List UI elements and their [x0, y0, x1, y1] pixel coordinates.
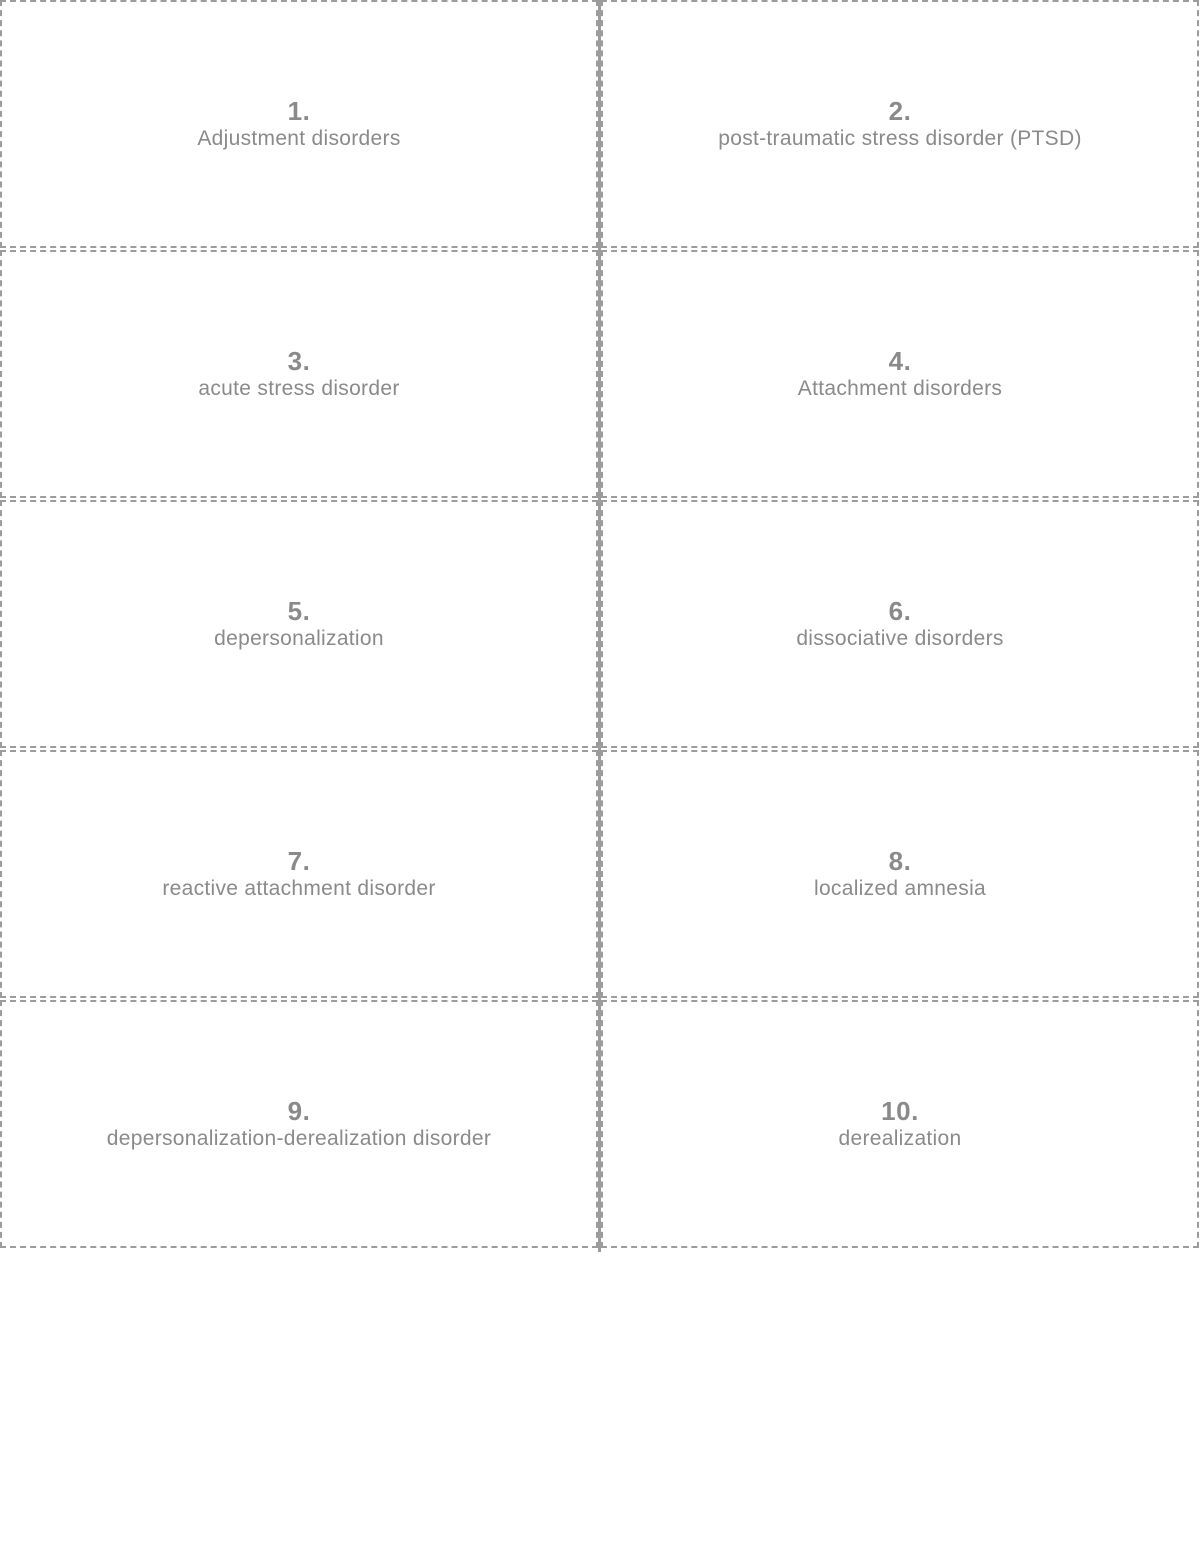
card-term: derealization — [838, 1127, 962, 1150]
card-number: 6. — [888, 596, 912, 626]
flashcard — [601, 500, 1199, 748]
flashcard-content — [2, 346, 596, 402]
card-number: 9. — [287, 1096, 311, 1126]
center-fold-divider — [598, 0, 601, 1252]
flashcard-content — [603, 96, 1197, 152]
card-number: 4. — [888, 346, 912, 376]
flashcard-content — [603, 346, 1197, 402]
flashcard — [0, 500, 598, 748]
card-term: dissociative disorders — [796, 627, 1004, 650]
flashcard — [0, 0, 598, 248]
card-term: depersonalization — [214, 627, 384, 650]
card-number: 2. — [888, 96, 912, 126]
card-number: 3. — [287, 346, 311, 376]
card-term: reactive attachment disorder — [162, 877, 436, 900]
card-number: 8. — [888, 846, 912, 876]
card-number: 7. — [287, 846, 311, 876]
flashcard-content — [603, 596, 1197, 652]
card-number: 1. — [287, 96, 311, 126]
flashcard-content — [2, 846, 596, 902]
flashcard — [601, 250, 1199, 498]
card-number: 5. — [287, 596, 311, 626]
flashcard — [0, 250, 598, 498]
flashcard-content — [2, 596, 596, 652]
flashcard — [601, 0, 1199, 248]
flashcard-content — [2, 96, 596, 152]
card-term: Attachment disorders — [797, 377, 1003, 400]
flashcard — [601, 1000, 1199, 1248]
card-number: 10. — [881, 1096, 919, 1126]
flashcard — [601, 750, 1199, 998]
card-term: acute stress disorder — [198, 377, 400, 400]
flashcard-content — [603, 846, 1197, 902]
flashcard-content — [603, 1096, 1197, 1152]
card-term: Adjustment disorders — [197, 127, 401, 150]
card-term: localized amnesia — [813, 877, 987, 900]
card-term: depersonalization-derealization disorder — [106, 1127, 492, 1150]
card-term: post-traumatic stress disorder (PTSD) — [718, 127, 1082, 150]
flashcard — [0, 1000, 598, 1248]
flashcard-content — [2, 1096, 596, 1152]
flashcard — [0, 750, 598, 998]
